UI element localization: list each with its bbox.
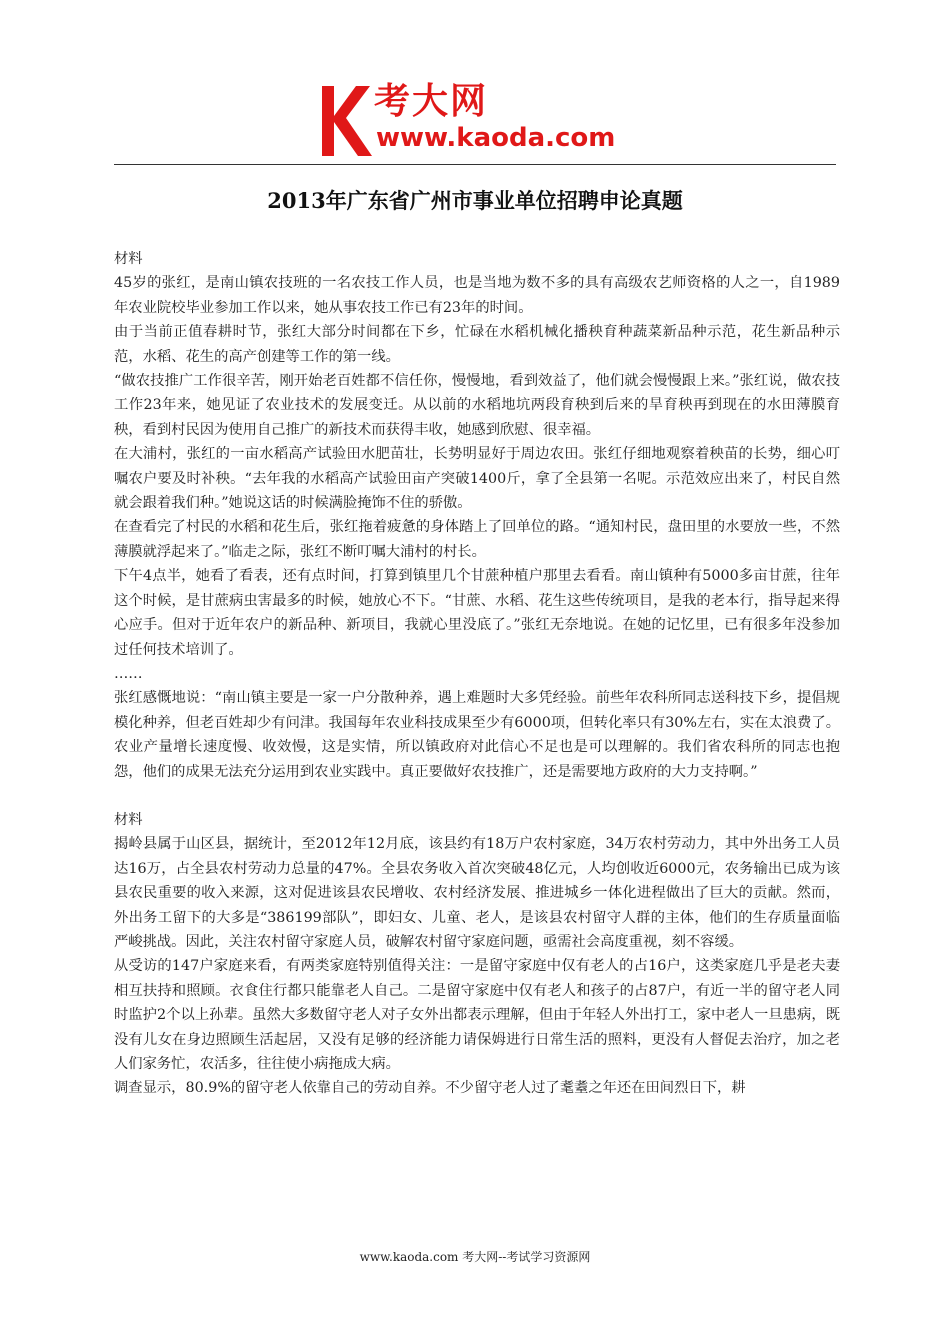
header-divider — [114, 164, 836, 165]
paragraph: 在大浦村，张红的一亩水稻高产试验田水肥苗壮，长势明显好于周边农田。张红仔细地观察着秧苗的长势，细心叮嘱农户要及时补秧。“去年我的水稻高产试验田亩产突破1400斤，拿了全县第一名呢。示范效应出来了，村民自然就会跟着我们种。”她说这话的时候满脸掩饰不住的骄傲。 — [114, 446, 840, 512]
paragraph: 调查显示，80.9%的留守老人依靠自己的劳动自养。不少留守老人过了耄耋之年还在田间烈日下，耕 — [114, 1080, 746, 1097]
section-spacer — [114, 784, 840, 808]
paragraph: 下午4点半，她看了看表，还有点时间，打算到镇里几个甘蔗种植户那里去看看。南山镇种有5000多亩甘蔗，往年这个时候，是甘蔗病虫害最多的时候，她放心不下。“甘蔗、水稻、花生这些传统项目，是我的老本行，指导起来得心应手。但对于近年农户的新品种、新项目，我就心里没底了。”张红无奈地说。在她的记忆里，已有很多年没参加过任何技术培训了。 — [114, 568, 840, 658]
document-title: 2013年广东省广州市事业单位招聘申论真题 — [267, 188, 683, 213]
section-heading: 材料 — [114, 811, 143, 828]
kaoda-logo — [318, 82, 638, 160]
paragraph: 由于当前正值春耕时节，张红大部分时间都在下乡，忙碌在水稻机械化播秧育种蔬菜新品种示范，花生新品种示范，水稻、花生的高产创建等工作的第一线。 — [114, 324, 840, 365]
paragraph: 从受访的147户家庭来看，有两类家庭特别值得关注：一是留守家庭中仅有老人的占16户，这类家庭几乎是老夫妻相互扶持和照顾。衣食住行都只能靠老人自己。二是留守家庭中仅有老人和孩子的占87户，有近一半的留守老人同时监护2个以上孙辈。虽然大多数留守老人对子女外出都表示理解，但由于年轻人外出打工，家中老人一旦患病，既没有儿女在身边照顾生活起居，又没有足够的经济能力请保姆进行日常生活的照料，更没有人督促去治疗，加之老人们家务忙，农活多，往往使小病拖成大病。 — [114, 958, 840, 1072]
paragraph: “做农技推广工作很辛苦，刚开始老百姓都不信任你，慢慢地，看到效益了，他们就会慢慢跟上来。”张红说，做农技工作23年来，她见证了农业技术的发展变迁。从以前的水稻地坑两段育秧到后来的旱育秧再到现在的水田薄膜育秧，看到村民因为使用自己推广的新技术而获得丰收，她感到欣慰、很幸福。 — [114, 373, 840, 438]
paragraph: 45岁的张红，是南山镇农技班的一名农技工作人员，也是当地为数不多的具有高级农艺师资格的人之一，自1989年农业院校毕业参加工作以来，她从事农技工作已有23年的时间。 — [114, 275, 840, 316]
page-footer: www.kaoda.com 考大网--考试学习资源网 — [359, 1250, 591, 1264]
k-logo-icon — [318, 82, 374, 160]
paragraph: 揭岭县属于山区县，据统计，至2012年12月底，该县约有18万户农村家庭，34万农村劳动力，其中外出务工人员达16万，占全县农村劳动力总量的47%。全县农务收入首次突破48亿元，人均创收近6000元，农务输出已成为该县农民重要的收入来源，这对促进该县农民增收、农村经济发展、推进城乡一体化进程做出了巨大的贡献。然而，外出务工留下的大多是“386199部队”，即妇女、儿童、老人，是该县农村留守人群的主体，他们的生存质量面临严峻挑战。因此，关注农村留守家庭人员，破解农村留守家庭问题，亟需社会高度重视，刻不容缓。 — [114, 836, 840, 950]
paragraph: 在查看完了村民的水稻和花生后，张红拖着疲惫的身体踏上了回单位的路。“通知村民，盘田里的水要放一些，不然薄膜就浮起来了。”临走之际，张红不断叮嘱大浦村的村长。 — [114, 519, 840, 560]
paragraph: 张红感慨地说：“南山镇主要是一家一户分散种养，遇上难题时大多凭经验。前些年农科所同志送科技下乡，提倡规模化种养，但老百姓却少有问津。我国每年农业科技成果至少有6000项，但转化率只有30%左右，实在太浪费了。农业产量增长速度慢、收效慢，这是实情，所以镇政府对此信心不足也是可以理解的。我们省农科所的同志也抱怨，他们的成果无法充分运用到农业实践中。真正要做好农技推广，还是需要地方政府的大力支持啊。” — [114, 690, 840, 780]
logo-brand-url: www.kaoda.com — [376, 123, 616, 153]
logo-brand-chinese: 考大网 — [374, 81, 489, 122]
document-body — [114, 247, 840, 1101]
ellipsis: …… — [114, 665, 143, 682]
section-heading: 材料 — [114, 251, 143, 267]
